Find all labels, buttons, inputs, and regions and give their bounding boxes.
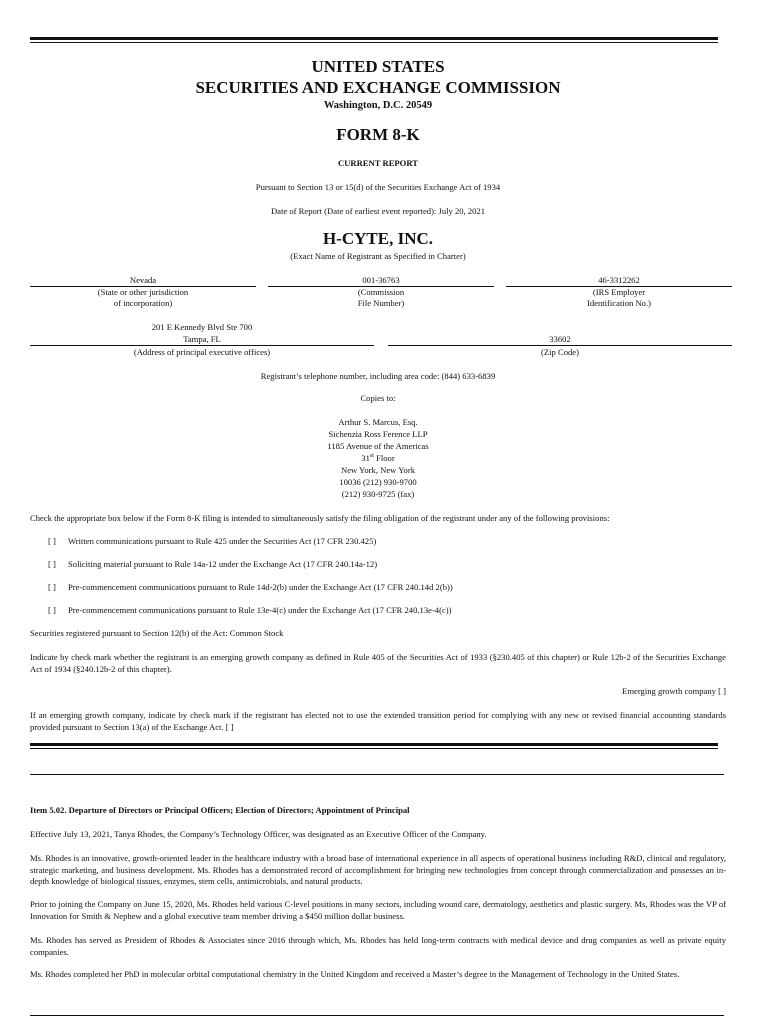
address-caption: (Address of principal executive offices) [133, 347, 271, 357]
copies-floor-word: Floor [373, 453, 395, 463]
egc-indicate-paragraph: Indicate by check mark whether the registrant is an emerging growth company as defined in Rule 405 of the Securities Act of 1933 (§230.405 of this chapter) or Rule 12b-2 of the Securities Exchange Act of 1934 (§240.12b-2 of this chapter). [30, 652, 726, 674]
item-502-heading: Item 5.02. Departure of Directors or Principal Officers; Election of Directors; Appointment of Principal [30, 805, 410, 815]
checkbox-rule14a12[interactable]: [ ] [48, 559, 56, 569]
address-city: Tampa, FL [183, 334, 221, 344]
address-underline [30, 345, 374, 346]
irs-value: 46-3312262 [598, 275, 640, 285]
registrant-name: H-CYTE, INC. [322, 229, 434, 248]
copies-fax: (212) 930-9725 (fax) [341, 489, 415, 499]
copies-floor-number: 31 [361, 453, 370, 463]
checkbox-row-rule13e4 [48, 605, 452, 615]
state-caption-2: of incorporation) [113, 298, 173, 308]
copies-firm: Sichenzia Ross Ference LLP [328, 429, 428, 439]
checkbox-label: Pre-commencement communications pursuant to Rule 13e-4(c) under the Exchange Act (17 CFR 240.13e-4(c)) [68, 605, 452, 615]
item-paragraph-3: Prior to joining the Company on June 15, 2020, Ms. Rhodes held various C-level positions in many sectors, including wound care, dermatology, aesthetics and plastic surgery. Ms, Rhodes was the VP of Innovation for Smith & Nephew and a global executive team member driving a $450 million dollar business. [30, 899, 726, 921]
registrant-caption: (Exact Name of Registrant as Specified in Charter) [290, 251, 466, 261]
checkbox-label: Soliciting material pursuant to Rule 14a-12 under the Exchange Act (17 CFR 240.14a-12) [68, 559, 378, 569]
file-number-caption-1: (Commission [357, 287, 405, 297]
copies-city: New York, New York [340, 465, 415, 475]
separator-rule-thick [30, 743, 718, 746]
copies-floor [0, 453, 756, 464]
item-paragraph-1: Effective July 13, 2021, Tanya Rhodes, the Company’s Technology Officer, was designated as an Executive Officer of the Company. [30, 829, 487, 839]
copies-street: 1185 Avenue of the Americas [327, 441, 429, 451]
checkbox-intro: Check the appropriate box below if the Form 8-K filing is intended to simultaneously satisfy the filing obligation of the registrant under any of the following provisions: [30, 513, 610, 523]
page-break-rule [30, 774, 724, 775]
file-number-value: 001-36763 [362, 275, 400, 285]
checkbox-row-rule14d2 [48, 582, 453, 592]
pursuant-line: Pursuant to Section 13 or 15(d) of the Securities Exchange Act of 1934 [255, 182, 501, 192]
checkbox-row-rule425 [48, 536, 376, 546]
checkbox-label: Written communications pursuant to Rule 425 under the Securities Act (17 CFR 230.425) [68, 536, 377, 546]
item-paragraph-4: Ms. Rhodes has served as President of Rhodes & Associates since 2016 through which, Ms. Rhodes has held long-term contracts with medical device and drug companies as well as private equity companies. [30, 935, 726, 957]
egc-checkbox[interactable]: Emerging growth company [ ] [622, 686, 726, 696]
egc-transition-paragraph: If an emerging growth company, indicate by check mark if the registrant has elected not to use the extended transition period for complying with any new or revised financial accounting standards provided pursuant to Section 13(a) of the Exchange Act. [ ] [30, 710, 726, 732]
checkbox-rule13e4[interactable]: [ ] [48, 605, 56, 615]
file-number-caption-2: File Number) [357, 298, 405, 308]
copies-heading: Copies to: [360, 393, 396, 403]
telephone-line: Registrant’s telephone number, including area code: (844) 633-6839 [260, 371, 496, 381]
state-caption-1: (State or other jurisdiction [97, 287, 189, 297]
bottom-rule [30, 1015, 724, 1016]
checkbox-label: Pre-commencement communications pursuant to Rule 14d-2(b) under the Exchange Act (17 CFR 240.14d 2(b)) [68, 582, 453, 592]
date-of-report: Date of Report (Date of earliest event reported): July 20, 2021 [270, 206, 486, 216]
checkbox-rule425[interactable]: [ ] [48, 536, 56, 546]
securities-registered: Securities registered pursuant to Section 12(b) of the Act: Common Stock [30, 628, 284, 638]
separator-rule-thin [30, 748, 718, 749]
irs-caption-1: (IRS Employer [592, 287, 646, 297]
copies-name: Arthur S. Marcus, Esq. [338, 417, 418, 427]
agency-location: Washington, D.C. 20549 [323, 100, 433, 111]
checkbox-row-rule14a12 [48, 559, 377, 569]
report-type: CURRENT REPORT [338, 158, 418, 168]
checkbox-rule14d2[interactable]: [ ] [48, 582, 56, 592]
top-rule-thick [30, 37, 718, 40]
irs-caption-2: Identification No.) [587, 298, 651, 308]
agency-line2: SECURITIES AND EXCHANGE COMMISSION [195, 78, 561, 97]
zip-caption: (Zip Code) [541, 347, 579, 357]
zip-underline [388, 345, 732, 346]
agency-line1: UNITED STATES [311, 57, 445, 76]
top-rule-thin [30, 42, 718, 43]
copies-zip-phone: 10036 (212) 930-9700 [339, 477, 417, 487]
state-value: Nevada [129, 275, 157, 285]
item-paragraph-2: Ms. Rhodes is an innovative, growth-oriented leader in the healthcare industry with a broad base of international experience in all aspects of operational business including R&D, clinical and regulatory, strategic marketing, and business development. Ms. Rhodes has a demonstrated record of accomplishment for bringing new technologies from concept through commercialization and possesses an in-depth knowledge of biological tissues, enzymes, stem cells, antimicrobials, and natural products. [30, 853, 726, 886]
zip-value: 33602 [549, 334, 571, 344]
item-paragraph-5: Ms. Rhodes completed her PhD in molecular orbital computational chemistry in the United Kingdom and received a Master’s degree in the Management of Technology in the United States. [30, 969, 680, 979]
copies-floor-suffix: st [369, 453, 374, 460]
address-street: 201 E Kennedy Blvd Ste 700 [151, 322, 253, 332]
form-title: FORM 8-K [336, 125, 420, 144]
